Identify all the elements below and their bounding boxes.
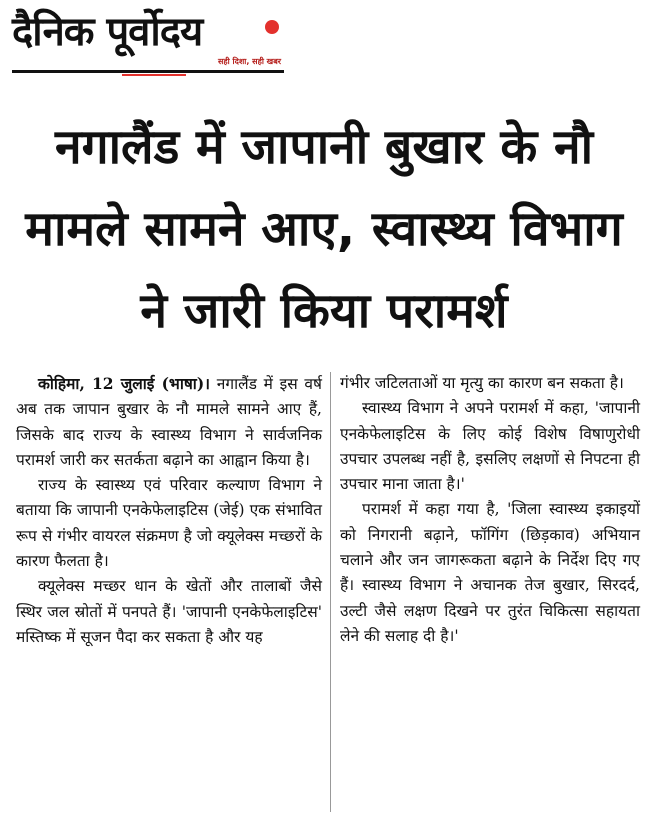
article-dateline: कोहिमा, 12 जुलाई (भाषा)। <box>38 374 211 393</box>
masthead-accent-rule <box>122 74 186 76</box>
masthead-tagline: सही दिशा, सही खबर <box>218 57 282 66</box>
article-paragraph-3: क्यूलेक्स मच्छर धान के खेतों और तालाबों जैसे स्थिर जल स्रोतों में पनपते हैं। 'जापानी एनकेफेलाइटिस' मस्तिष्क में सूजन पैदा कर सकता है और यह <box>16 577 322 646</box>
article-headline: नगालैंड में जापानी बुखार के नौ मामले सामने आए, स्वास्थ्य विभाग ने जारी किया परामर्श <box>25 119 623 339</box>
masthead-rule <box>12 70 284 73</box>
article-paragraph-1 <box>16 371 322 473</box>
article-paragraph-6: परामर्श में कहा गया है, 'जिला स्वास्थ्य इकाइयों को निगरानी बढ़ाने, फॉगिंग (छिड़काव) अभियान चलाने और जन जागरूकता बढ़ाने के निर्देश दिए गए हैं। स्वास्थ्य विभाग ने अचानक तेज बुखार, सिरदर्द, उल्टी जैसे लक्षण दिखने पर तुरंत चिकित्सा सहायता लेने की सलाह दी है।' <box>340 500 640 645</box>
article-column-right <box>340 371 640 649</box>
column-divider <box>330 372 331 812</box>
newspaper-masthead <box>12 8 282 74</box>
masthead-name: दैनिक पूर्वोदय <box>12 9 203 55</box>
masthead-red-dot-icon <box>265 20 279 34</box>
article-paragraph-4: गंभीर जटिलताओं या मृत्यु का कारण बन सकता है। <box>340 374 624 392</box>
article-paragraph-5: स्वास्थ्य विभाग ने अपने परामर्श में कहा, 'जापानी एनकेफेलाइटिस के लिए कोई विशेष विषाणुरोधी उपचार उपलब्ध नहीं है, इसलिए लक्षणों से निपटना ही उपचार माना जाता है।' <box>340 399 640 494</box>
paragraph-1-text: नगालैंड में इस वर्ष अब तक जापान बुखार के नौ मामले सामने आए हैं, जिसके बाद राज्य के स्वास्थ्य विभाग ने सार्वजनिक परामर्श जारी कर सतर्कता बढ़ाने का आह्वान किया है। <box>16 375 322 469</box>
article-paragraph-2: राज्य के स्वास्थ्य एवं परिवार कल्याण विभाग ने बताया कि जापानी एनकेफेलाइटिस (जेई) एक संभावित रूप से गंभीर वायरल संक्रमण है जो क्यूलेक्स मच्छरों के कारण फैलता है। <box>16 476 322 571</box>
article-column-left <box>16 371 322 650</box>
